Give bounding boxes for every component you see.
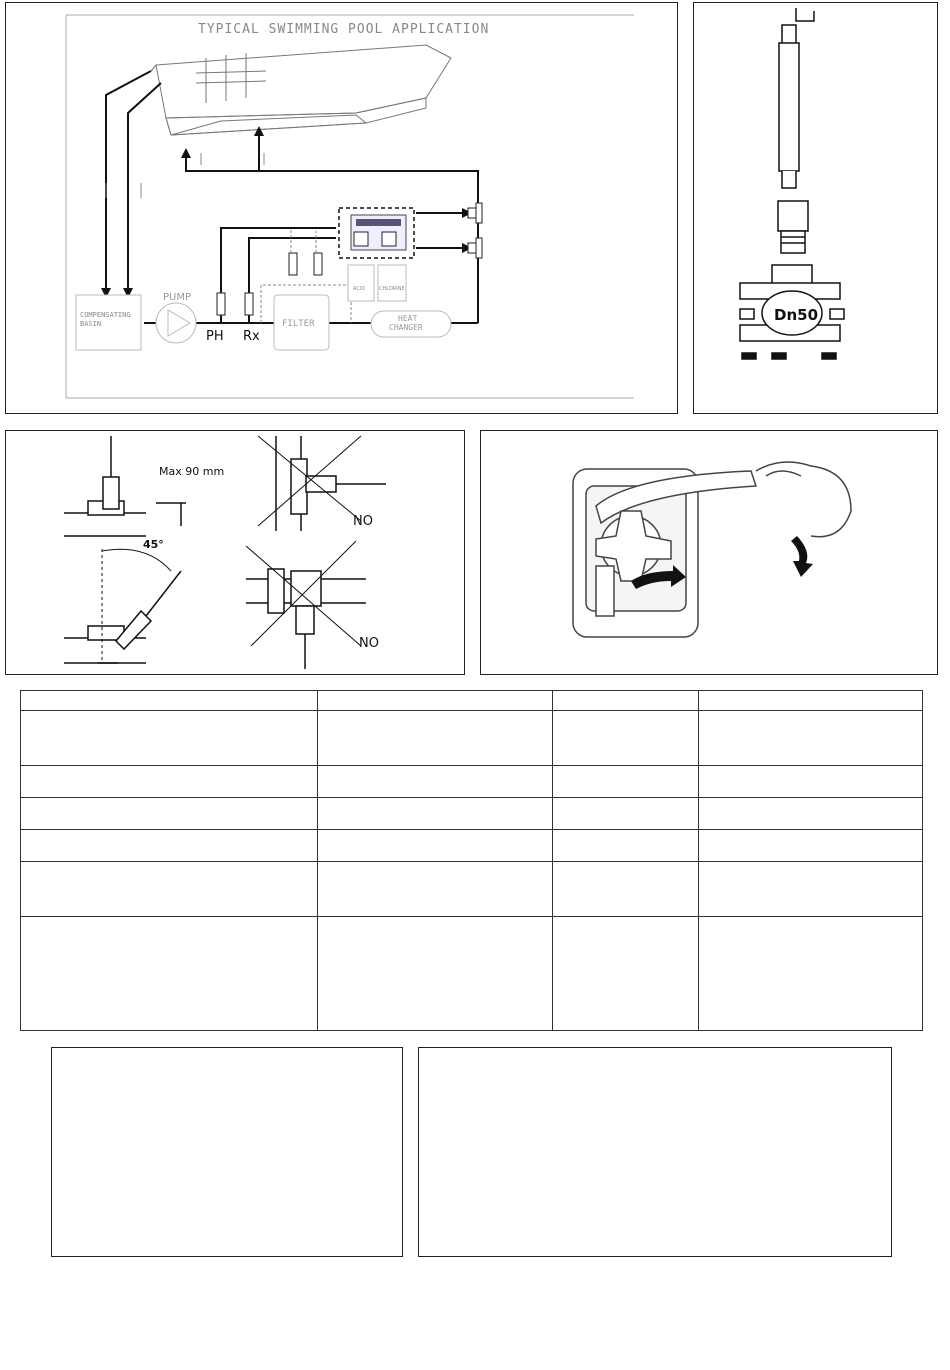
table-cell: [699, 711, 923, 766]
table-cell: [21, 798, 318, 830]
table-cell: [21, 711, 318, 766]
table-row: [21, 798, 923, 830]
table-row: [21, 766, 923, 798]
rx-label: Rx: [243, 329, 260, 344]
table-cell: [21, 862, 318, 917]
table-cell: [699, 766, 923, 798]
table-cell: [317, 798, 553, 830]
table-cell: [21, 917, 318, 1031]
pump-tube-diagram: [481, 431, 939, 676]
probe-clamp-diagram-panel: [693, 2, 938, 414]
probe-clamp-diagram: [694, 3, 939, 415]
pool-diagram-title: TYPICAL SWIMMING POOL APPLICATION: [198, 22, 490, 37]
pool-application-diagram: [6, 3, 679, 415]
table-cell: [699, 798, 923, 830]
pump-tube-diagram-panel: [480, 430, 938, 675]
acid-label: ACID: [353, 286, 366, 292]
table-cell: [699, 830, 923, 862]
no-label-top: NO: [353, 514, 373, 529]
table-cell: [317, 711, 553, 766]
table-cell: [317, 917, 553, 1031]
note-box-right: [418, 1047, 892, 1257]
table-row: [21, 862, 923, 917]
table-cell: [553, 862, 699, 917]
table-cell: [317, 830, 553, 862]
table-cell: [553, 798, 699, 830]
pool-application-diagram-panel: [5, 2, 678, 414]
table-cell: [317, 691, 553, 711]
table-cell: [553, 830, 699, 862]
probe-installation-diagram-panel: [5, 430, 465, 675]
table-cell: [553, 711, 699, 766]
table-cell: [553, 691, 699, 711]
angle-label: 45°: [143, 538, 164, 551]
table-cell: [699, 862, 923, 917]
data-table: [20, 690, 923, 1031]
note-box-left: [51, 1047, 403, 1257]
heat-exchanger-label: HEAT CHANGER: [389, 314, 423, 332]
pool-basin: [151, 45, 451, 135]
table-cell: [553, 917, 699, 1031]
table-cell: [21, 691, 318, 711]
filter-label: FILTER: [282, 319, 315, 329]
table-cell: [317, 766, 553, 798]
table-cell: [699, 691, 923, 711]
table-cell: [699, 917, 923, 1031]
compensating-basin-label: COMPENSATING BASIN: [80, 311, 131, 328]
max-distance-label: Max 90 mm: [159, 465, 225, 478]
table-cell: [553, 766, 699, 798]
probe-installation-diagram: [6, 431, 466, 676]
table-row: [21, 830, 923, 862]
pump-label: PUMP: [163, 292, 192, 303]
table-header-row: [21, 691, 923, 711]
no-label-bottom: NO: [359, 636, 379, 651]
ph-label: PH: [206, 329, 224, 344]
table-cell: [21, 766, 318, 798]
table-cell: [317, 862, 553, 917]
table-cell: [21, 830, 318, 862]
dn50-label: Dn50: [774, 306, 819, 324]
table-row: [21, 917, 923, 1031]
chlorine-label: CHLORINE: [379, 286, 405, 292]
table-row: [21, 711, 923, 766]
